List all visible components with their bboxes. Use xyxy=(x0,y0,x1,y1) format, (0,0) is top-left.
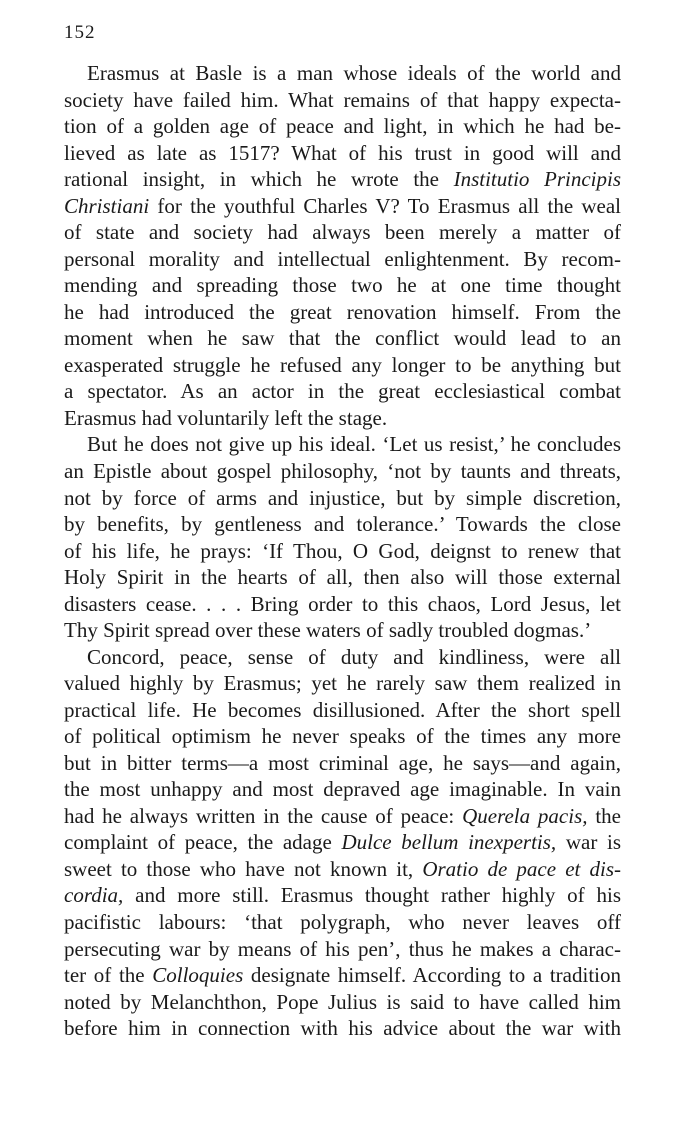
text-line xyxy=(64,829,621,856)
text-line xyxy=(64,511,621,538)
text-line xyxy=(64,87,621,114)
text-segment: of political optimism he never speaks of the times any more xyxy=(64,724,621,749)
text-segment: disasters cease. . . . Bring order to this chaos, Lord Jesus, let xyxy=(64,591,621,616)
italic-title-segment: Oratio de pace et dis- xyxy=(422,856,622,881)
text-line xyxy=(64,909,621,936)
text-line xyxy=(64,617,621,644)
page-number: 152 xyxy=(64,22,96,43)
text-line xyxy=(64,538,621,565)
text-line xyxy=(64,803,621,830)
text-segment: he had introduced the great renovation himself. From the xyxy=(64,299,621,324)
italic-title-segment: Dulce bellum inexpertis, xyxy=(341,830,557,855)
text-segment: designate himself. According to a tradition xyxy=(243,963,621,988)
text-line xyxy=(64,299,621,326)
text-line xyxy=(64,856,621,883)
paragraph xyxy=(64,644,621,1042)
text-segment: Concord, peace, sense of duty and kindliness, were all xyxy=(87,644,621,669)
text-segment: exasperated struggle he refused any longer to be anything but xyxy=(64,352,621,377)
text-line xyxy=(64,591,621,618)
text-segment: not by force of arms and injustice, but by simple discretion, xyxy=(64,485,621,510)
text-segment: lieved as late as 1517? What of his trust in good will and xyxy=(64,140,621,165)
text-segment: tion of a golden age of peace and light, in which he had be- xyxy=(64,114,621,139)
text-segment: pacifistic labours: ‘that polygraph, who never leaves off xyxy=(64,910,621,934)
text-line xyxy=(64,962,621,989)
text-segment: but in bitter terms—a most criminal age, he says—and again, xyxy=(64,750,621,775)
text-line xyxy=(64,776,621,803)
text-segment: Erasmus had voluntarily left the stage. xyxy=(64,405,388,430)
text-segment: Thy Spirit spread over these waters of sadly troubled dogmas.’ xyxy=(64,618,592,643)
text-line xyxy=(64,750,621,777)
text-segment: Erasmus at Basle is a man whose ideals of the world and xyxy=(87,61,621,85)
text-line xyxy=(64,670,621,697)
text-segment: practical life. He becomes disillusioned. After the short spell xyxy=(64,697,621,722)
paragraph xyxy=(64,431,621,643)
text-line xyxy=(64,989,621,1016)
text-line xyxy=(64,60,621,87)
text-segment: war is xyxy=(556,830,621,855)
text-line xyxy=(64,113,621,140)
text-line xyxy=(64,325,621,352)
text-segment: for the youthful Charles V? To Erasmus all the weal xyxy=(149,193,621,218)
text-segment: a spectator. As an actor in the great ecclesiastical combat xyxy=(64,379,621,404)
text-line xyxy=(64,485,621,512)
text-line xyxy=(64,193,621,220)
italic-title-segment: Christiani xyxy=(64,193,150,218)
text-segment: moment when he saw that the conflict would lead to an xyxy=(64,326,621,351)
text-line xyxy=(64,723,621,750)
text-line xyxy=(64,644,621,671)
text-line xyxy=(64,246,621,273)
text-line xyxy=(64,1015,621,1042)
text-segment: Holy Spirit in the hearts of all, then also will those external xyxy=(64,565,621,590)
italic-title-segment: Querela pacis, xyxy=(462,803,588,828)
text-line xyxy=(64,431,621,458)
text-segment: the xyxy=(587,803,621,828)
text-segment: the most unhappy and most depraved age imaginable. In vain xyxy=(64,777,621,802)
paragraph xyxy=(64,60,621,431)
text-segment: complaint of peace, the adage xyxy=(64,830,342,855)
text-line xyxy=(64,166,621,193)
text-line xyxy=(64,882,621,909)
text-line xyxy=(64,458,621,485)
text-segment: personal morality and intellectual enlightenment. By recom- xyxy=(64,246,621,271)
text-segment: society have failed him. What remains of that happy expecta- xyxy=(64,87,621,112)
text-line xyxy=(64,697,621,724)
italic-title-segment: Institutio Principis xyxy=(453,167,621,192)
body-text xyxy=(64,60,621,1042)
text-line xyxy=(64,140,621,167)
text-segment: and more still. Erasmus thought rather highly of his xyxy=(123,883,621,908)
text-line xyxy=(64,352,621,379)
text-segment: by benefits, by gentleness and tolerance.’ Towards the close xyxy=(64,512,621,537)
text-segment: rational insight, in which he wrote the xyxy=(64,167,454,192)
text-line xyxy=(64,219,621,246)
text-segment: had he always written in the cause of peace: xyxy=(64,803,463,828)
text-segment: But he does not give up his ideal. ‘Let us resist,’ he concludes xyxy=(87,432,621,457)
text-segment: noted by Melanchthon, Pope Julius is said to have called him xyxy=(64,989,621,1014)
text-segment: an Epistle about gospel philosophy, ‘not by taunts and threats, xyxy=(64,458,621,483)
text-line xyxy=(64,272,621,299)
text-segment: of his life, he prays: ‘If Thou, O God, deignst to renew that xyxy=(64,538,621,563)
text-line xyxy=(64,564,621,591)
italic-title-segment: Colloquies xyxy=(152,963,244,988)
text-segment: valued highly by Erasmus; yet he rarely saw them realized in xyxy=(64,671,621,696)
text-segment: mending and spreading those two he at one time thought xyxy=(64,273,621,298)
text-segment: sweet to those who have not known it, xyxy=(64,856,423,881)
text-segment: before him in connection with his advice about the war with xyxy=(64,1016,621,1041)
text-line xyxy=(64,936,621,963)
text-segment: of state and society had always been merely a matter of xyxy=(64,220,621,245)
text-segment: persecuting war by means of his pen’, thus he makes a charac- xyxy=(64,936,621,961)
text-line xyxy=(64,378,621,405)
text-line xyxy=(64,405,621,432)
text-segment: ter of the xyxy=(64,963,153,988)
italic-title-segment: cordia, xyxy=(64,883,124,908)
